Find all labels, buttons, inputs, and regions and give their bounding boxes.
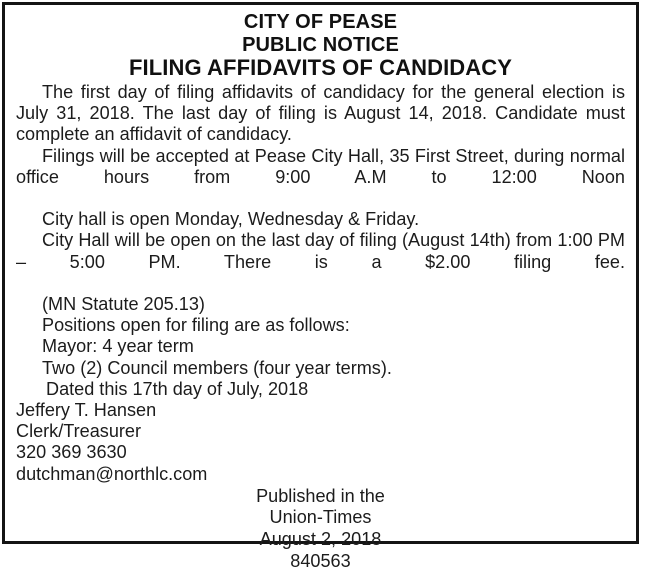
signature-email: dutchman@northlc.com xyxy=(16,463,208,484)
footer-published-in: Published in the xyxy=(256,485,385,506)
footer-publication-name: Union-Times xyxy=(269,507,372,528)
footer-reference-number: 840563 xyxy=(290,550,351,571)
publication-footer xyxy=(16,486,625,572)
notice-body xyxy=(16,82,625,485)
paragraph-filing-dates: The first day of filing affidavits of candidacy for the general election is July 31, 2018. The last day of filing is August 14, 2018. Candidate must complete an affidavit of candidacy. xyxy=(16,82,625,145)
notice-heading-block xyxy=(16,11,625,80)
line-position-mayor: Mayor: 4 year term xyxy=(42,336,194,357)
paragraph-last-day-hours: City Hall will be open on the last day of filing (August 14th) from 1:00 PM – 5:00 PM. There is a $2.00 filing fee. xyxy=(16,230,625,272)
line-mn-statute: (MN Statute 205.13) xyxy=(42,294,205,315)
heading-public-notice: PUBLIC NOTICE xyxy=(242,33,399,56)
heading-filing-affidavits: FILING AFFIDAVITS OF CANDIDACY xyxy=(128,55,513,80)
notice-border-frame xyxy=(2,2,639,571)
heading-city-name: CITY OF PEASE xyxy=(243,11,398,33)
signature-title: Clerk/Treasurer xyxy=(16,421,142,442)
line-dated: Dated this 17th day of July, 2018 xyxy=(46,378,309,399)
paragraph-filing-location: Filings will be accepted at Pease City Hall, 35 First Street, during normal office hours from 9:00 A.M to 12:00 Noon xyxy=(16,145,625,187)
line-position-council: Two (2) Council members (four year terms). xyxy=(42,357,392,378)
notice-content xyxy=(5,5,636,571)
signature-name: Jeffery T. Hansen xyxy=(16,400,157,421)
line-city-hall-open-days: City hall is open Monday, Wednesday & Friday. xyxy=(42,209,420,230)
line-positions-intro: Positions open for filing are as follows: xyxy=(42,315,350,336)
signature-phone: 320 369 3630 xyxy=(16,442,127,463)
footer-publication-date: August 2, 2018 xyxy=(259,529,382,550)
